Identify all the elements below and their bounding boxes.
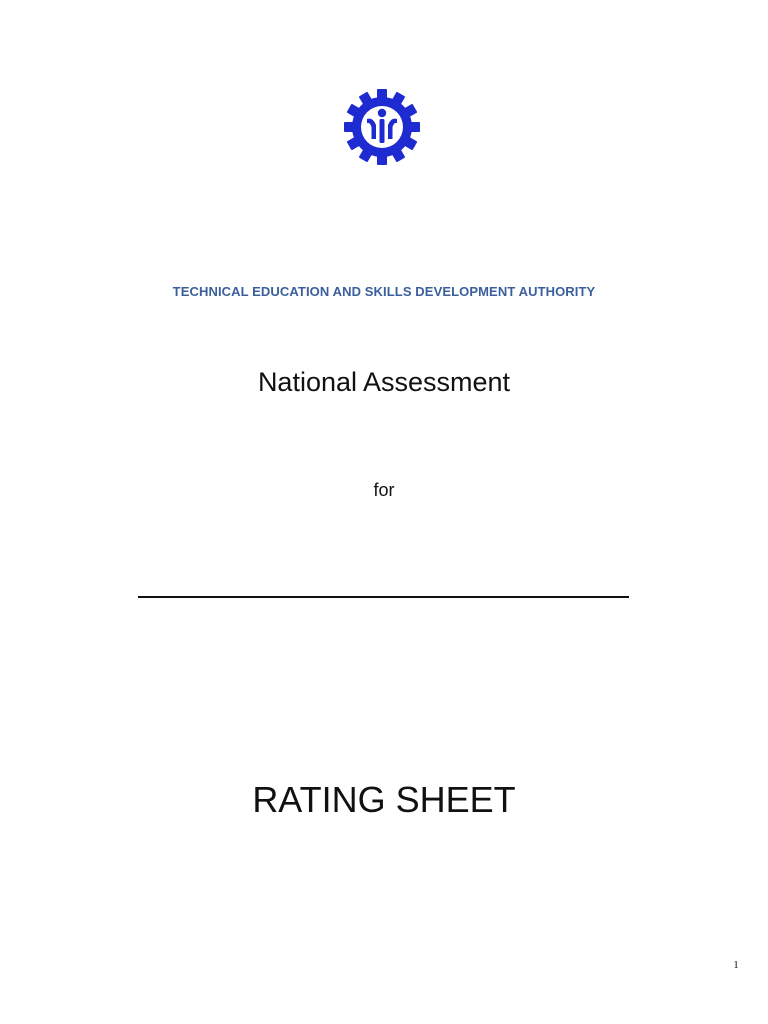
document-title: National Assessment — [257, 367, 511, 397]
sheet-title: RATING SHEET — [252, 779, 516, 820]
organization-name: TECHNICAL EDUCATION AND SKILLS DEVELOPMENT AUTHORITY — [172, 284, 596, 299]
for-label: for — [373, 480, 395, 500]
gear-emblem-icon — [340, 89, 424, 165]
page-number: 1 — [733, 959, 739, 971]
qualification-blank-line — [138, 596, 629, 598]
